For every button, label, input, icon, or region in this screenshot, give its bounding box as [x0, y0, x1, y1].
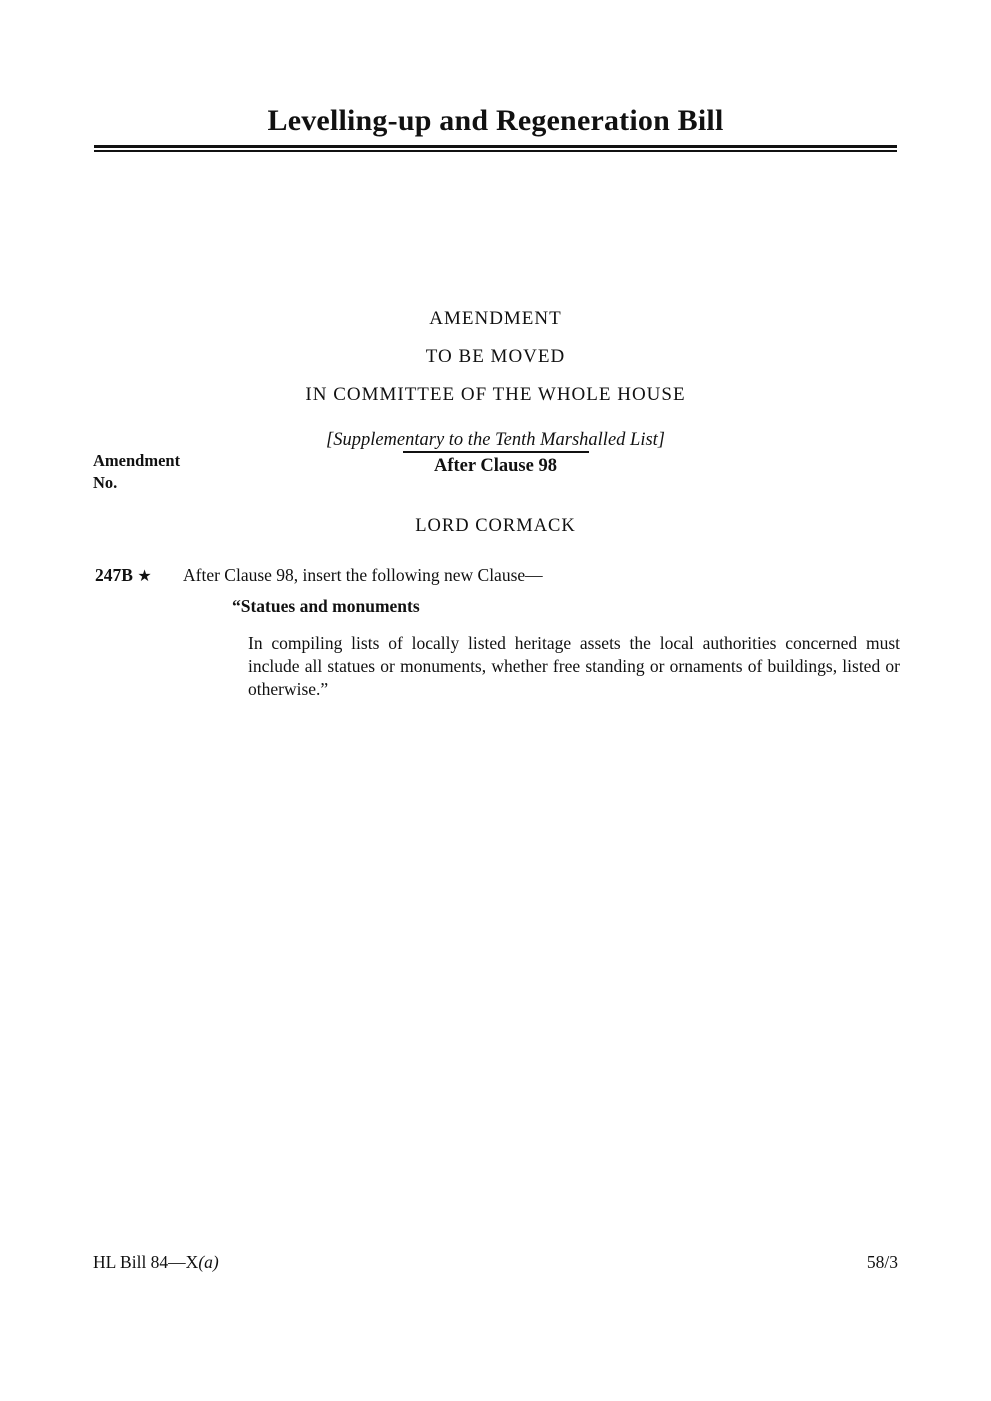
preamble-line-to-be-moved: TO BE MOVED [425, 346, 566, 367]
page-footer [93, 1252, 898, 1273]
marshalled-list-note-text: [Supplementary to the Tenth Marshalled List] [326, 430, 665, 450]
title-rule [94, 145, 897, 152]
preamble-line-amendment: AMENDMENT [429, 308, 562, 329]
amendment-no-label-line1: Amendment [93, 451, 181, 470]
new-amendment-star-icon: ★ [137, 568, 152, 585]
amendment-number [95, 565, 152, 586]
partial-underline [403, 451, 589, 453]
sheet-number: 58/3 [866, 1252, 898, 1272]
bill-reference-prefix: HL Bill 84—X [93, 1252, 199, 1272]
amendment-no-label-line2: No. [93, 473, 118, 492]
amendment-instruction: After Clause 98, insert the following new Clause— [183, 565, 543, 585]
marshalled-list-note [0, 429, 991, 451]
new-clause-body: In compiling lists of locally listed heritage assets the local authorities concerned must include all statues or monuments, whether free standing or ornaments of buildings, listed or otherwise.” [248, 633, 900, 699]
mover-name: LORD CORMACK [415, 516, 576, 536]
new-clause-title: “Statues and monuments [232, 596, 420, 616]
clause-heading: After Clause 98 [434, 456, 557, 476]
bill-title: Levelling-up and Regeneration Bill [267, 104, 724, 137]
preamble-line-committee: IN COMMITTEE OF THE WHOLE HOUSE [305, 384, 686, 405]
bill-reference [93, 1252, 219, 1273]
amendment-number-text: 247B [95, 565, 133, 585]
amendment-preamble [0, 308, 991, 451]
bill-reference-suffix: (a) [198, 1252, 219, 1272]
